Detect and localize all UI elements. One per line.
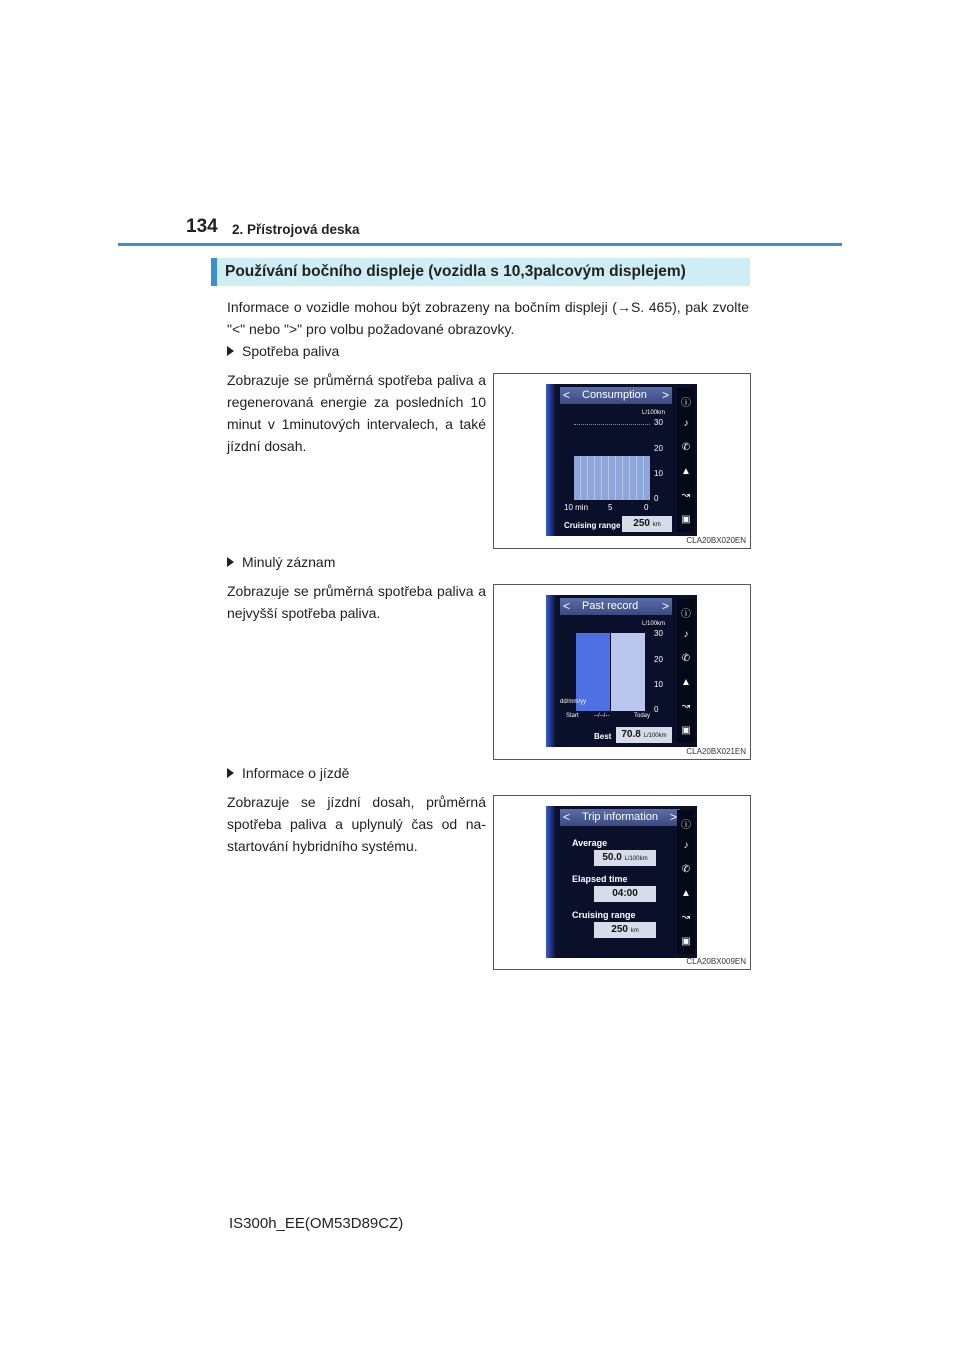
trip-information-screen-figure	[493, 795, 751, 970]
y-tick: 30	[654, 418, 663, 427]
consumption-bars	[574, 456, 650, 500]
item-title-text: Informace o jízdě	[242, 765, 350, 781]
car-icon[interactable]: ▲	[681, 466, 691, 477]
range-label: Cruising range	[572, 910, 636, 920]
item-title-text: Minulý záznam	[242, 554, 336, 570]
x-tick: 10 min	[564, 503, 589, 512]
y-tick: 0	[654, 705, 659, 714]
range-value-box: 250 km	[594, 922, 656, 938]
screen-header	[560, 598, 672, 615]
item-title-text: Spotřeba paliva	[242, 343, 340, 359]
display-screen	[546, 595, 697, 747]
music-icon[interactable]: ♪	[683, 840, 689, 851]
route-icon[interactable]: ↝	[681, 701, 691, 712]
music-icon[interactable]: ♪	[683, 629, 689, 640]
unit-label: L/100km	[642, 621, 666, 627]
car-icon[interactable]: ▲	[681, 677, 691, 688]
route-icon[interactable]: ↝	[681, 912, 691, 923]
x-label: --/--/--	[594, 713, 610, 719]
bullet-triangle-icon	[227, 768, 234, 778]
date-format-label: dd/mm/yy	[560, 699, 587, 705]
page-number: 134	[186, 216, 218, 237]
x-tick: 5	[608, 503, 613, 512]
intro-paragraph: Informace o vozidle mohou být zobrazeny na bočním displeji (→S. 465), pak zvolte "<" nebo ">" pro volbu požadované obrazovky.	[227, 299, 749, 337]
side-menu	[677, 599, 695, 743]
y-tick: 0	[654, 494, 659, 503]
screen-header	[560, 809, 680, 826]
screen-title: Past record	[582, 600, 639, 612]
elapsed-value-box: 04:00	[594, 886, 656, 902]
y-tick: 20	[654, 444, 663, 453]
elapsed-label: Elapsed time	[572, 874, 628, 884]
y-tick: 10	[654, 680, 663, 689]
today-bar	[611, 633, 645, 711]
screen-icon[interactable]: ▣	[681, 514, 691, 525]
phone-icon[interactable]: ✆	[681, 653, 691, 664]
header-rule	[118, 243, 842, 246]
section-heading-bar	[211, 258, 217, 286]
info-icon[interactable]: ⓘ	[681, 609, 691, 620]
section-heading-text: Používání bočního displeje (vozidla s 10,3palcovým displejem)	[225, 263, 686, 280]
screen-icon[interactable]: ▣	[681, 936, 691, 947]
y-tick: 20	[654, 655, 663, 664]
unit-label: L/100km	[642, 410, 666, 416]
chapter-title: 2. Přístrojová deska	[232, 222, 360, 237]
footer-label: Cruising range	[564, 521, 621, 530]
prev-screen-icon[interactable]: <	[563, 599, 571, 613]
prev-screen-icon[interactable]: <	[563, 810, 571, 824]
car-icon[interactable]: ▲	[681, 888, 691, 899]
y-tick: 10	[654, 469, 663, 478]
side-menu	[677, 810, 695, 954]
y-tick: 30	[654, 629, 663, 638]
bullet-triangle-icon	[227, 557, 234, 567]
figure-code: CLA20BX009EN	[686, 957, 746, 966]
screen-title: Consumption	[582, 389, 647, 401]
figure-code: CLA20BX021EN	[686, 747, 746, 756]
item-title	[227, 343, 339, 359]
average-label: Average	[572, 838, 608, 848]
item-description: Zobrazuje se průměrná spotřeba paliva a nejvyšší spotřeba paliva.	[227, 583, 486, 621]
screen-icon[interactable]: ▣	[681, 725, 691, 736]
best-label: Best	[594, 732, 612, 741]
x-label: Start	[566, 713, 579, 719]
item-description: Zobrazuje se průměrná spotřeba paliva a regenerovaná energie za posledních 10 minut v 1minutových intervalech, a také jízdní dosah.	[227, 372, 486, 454]
prev-screen-icon[interactable]: <	[563, 388, 571, 402]
next-screen-icon[interactable]: >	[661, 599, 669, 613]
next-screen-icon[interactable]: >	[669, 810, 677, 824]
x-label: Today	[634, 713, 651, 719]
info-icon[interactable]: ⓘ	[681, 398, 691, 409]
bullet-triangle-icon	[227, 346, 234, 356]
next-screen-icon[interactable]: >	[661, 388, 669, 402]
consumption-screen-figure	[493, 373, 751, 549]
x-tick: 0	[644, 503, 649, 512]
screen-header	[560, 387, 672, 404]
display-screen	[546, 384, 697, 536]
past-record-screen-figure	[493, 584, 751, 760]
average-value-box: 50.0 L/100km	[594, 850, 656, 866]
display-screen	[546, 806, 697, 958]
best-value-box: 70.8 L/100km	[616, 727, 672, 743]
phone-icon[interactable]: ✆	[681, 864, 691, 875]
item-title	[227, 765, 349, 781]
side-menu	[677, 388, 695, 532]
footer-value-box: 250 km	[622, 516, 672, 532]
route-icon[interactable]: ↝	[681, 490, 691, 501]
footer-code: IS300h_EE(OM53D89CZ)	[229, 1215, 404, 1232]
screen-title: Trip information	[582, 811, 659, 823]
figure-code: CLA20BX020EN	[686, 536, 746, 545]
music-icon[interactable]: ♪	[683, 418, 689, 429]
item-description: Zobrazuje se jízdní dosah, průměrná spotřeba paliva a uplynulý čas od nastartování hybridního systému.	[227, 794, 486, 854]
info-icon[interactable]: ⓘ	[681, 820, 691, 831]
phone-icon[interactable]: ✆	[681, 442, 691, 453]
section-heading	[211, 258, 750, 286]
item-title	[227, 554, 335, 570]
